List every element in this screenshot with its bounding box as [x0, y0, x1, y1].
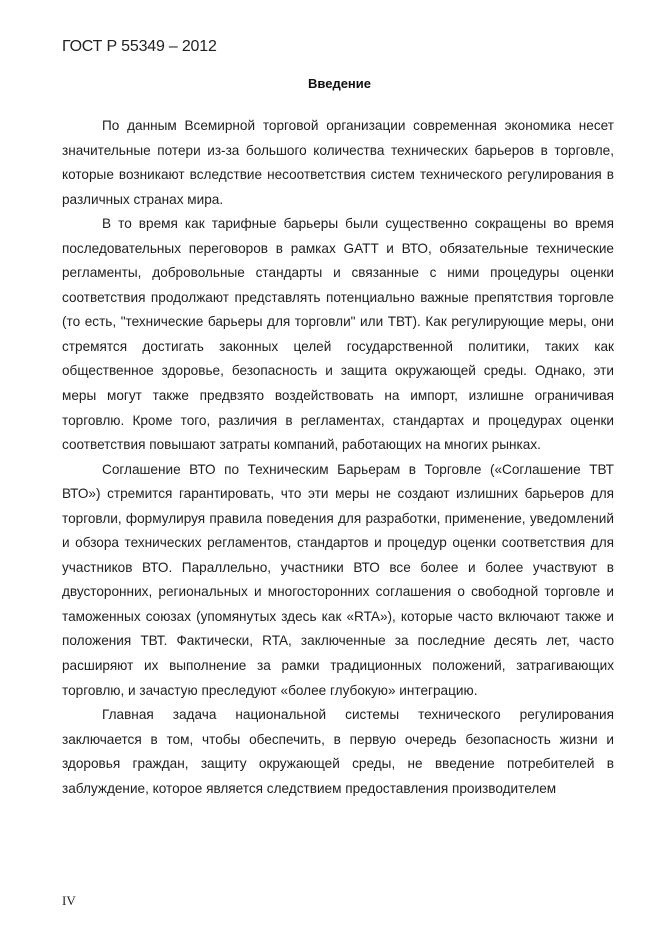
section-title: Введение — [308, 76, 371, 91]
section-body — [62, 114, 614, 801]
paragraph-2: В то время как тарифные барьеры были существенно сокращены во время последовательных переговоров в рамках GATT и ВТО, обязательные технические регламенты, добровольные стандарты и связанные с ними процедуры оценки соответствия продолжают представлять потенциально важные препятствия торговле (то есть, "технические барьеры для торговли" или ТВТ). Как регулирующие меры, они стремятся достигать законных целей государственной политики, таких как общественное здоровье, безопасность и защита окружающей среды. Однако, эти меры могут также предвзято воздействовать на импорт, излишне ограничивая торговлю. Кроме того, различия в регламентах, стандартах и процедурах оценки соответствия повышают затраты компаний, работающих на многих рынках. — [62, 216, 614, 453]
paragraph-1: По данным Всемирной торговой организации современная экономика несет значительные потери из-за большого количества технических барьеров в торговле, которые возникают вследствие несоответствия систем технического регулирования в различных странах мира. — [62, 118, 614, 207]
document-standard-id: ГОСТ Р 55349 – 2012 — [62, 38, 217, 55]
paragraph-3: Cоглашение ВТО по Техническим Барьерам в Торговле («Cоглашение ТВТ ВТО») стремится гарантировать, что эти меры не создают излишних барьеров для торговли, формулируя правила поведения для разработки, применение, уведомлений и обзора технических регламентов, стандартов и процедур оценки соответствия для участников ВТО. Параллельно, участники ВТО все более и более участвуют в двусторонних, региональных и многосторонних соглашения о свободной торговле и таможенных союзах (упомянутых здесь как «RTA»), которые часто включают также и положения ТВТ. Фактически, RTA, заключенные за последние десять лет, часто расширяют их выполнение за рамки традиционных положений, затрагивающих торговлю, и зачастую преследуют «более глубокую» интеграцию. — [62, 461, 614, 698]
paragraph-4: Главная задача национальной системы технического регулирования заключается в том, чтобы обеспечить, в первую очередь безопасность жизни и здоровья граждан, защиту окружающей среды, не введение потребителей в заблуждение, которое является следствием предоставления производителем — [62, 707, 614, 796]
page-number: IV — [62, 893, 76, 908]
